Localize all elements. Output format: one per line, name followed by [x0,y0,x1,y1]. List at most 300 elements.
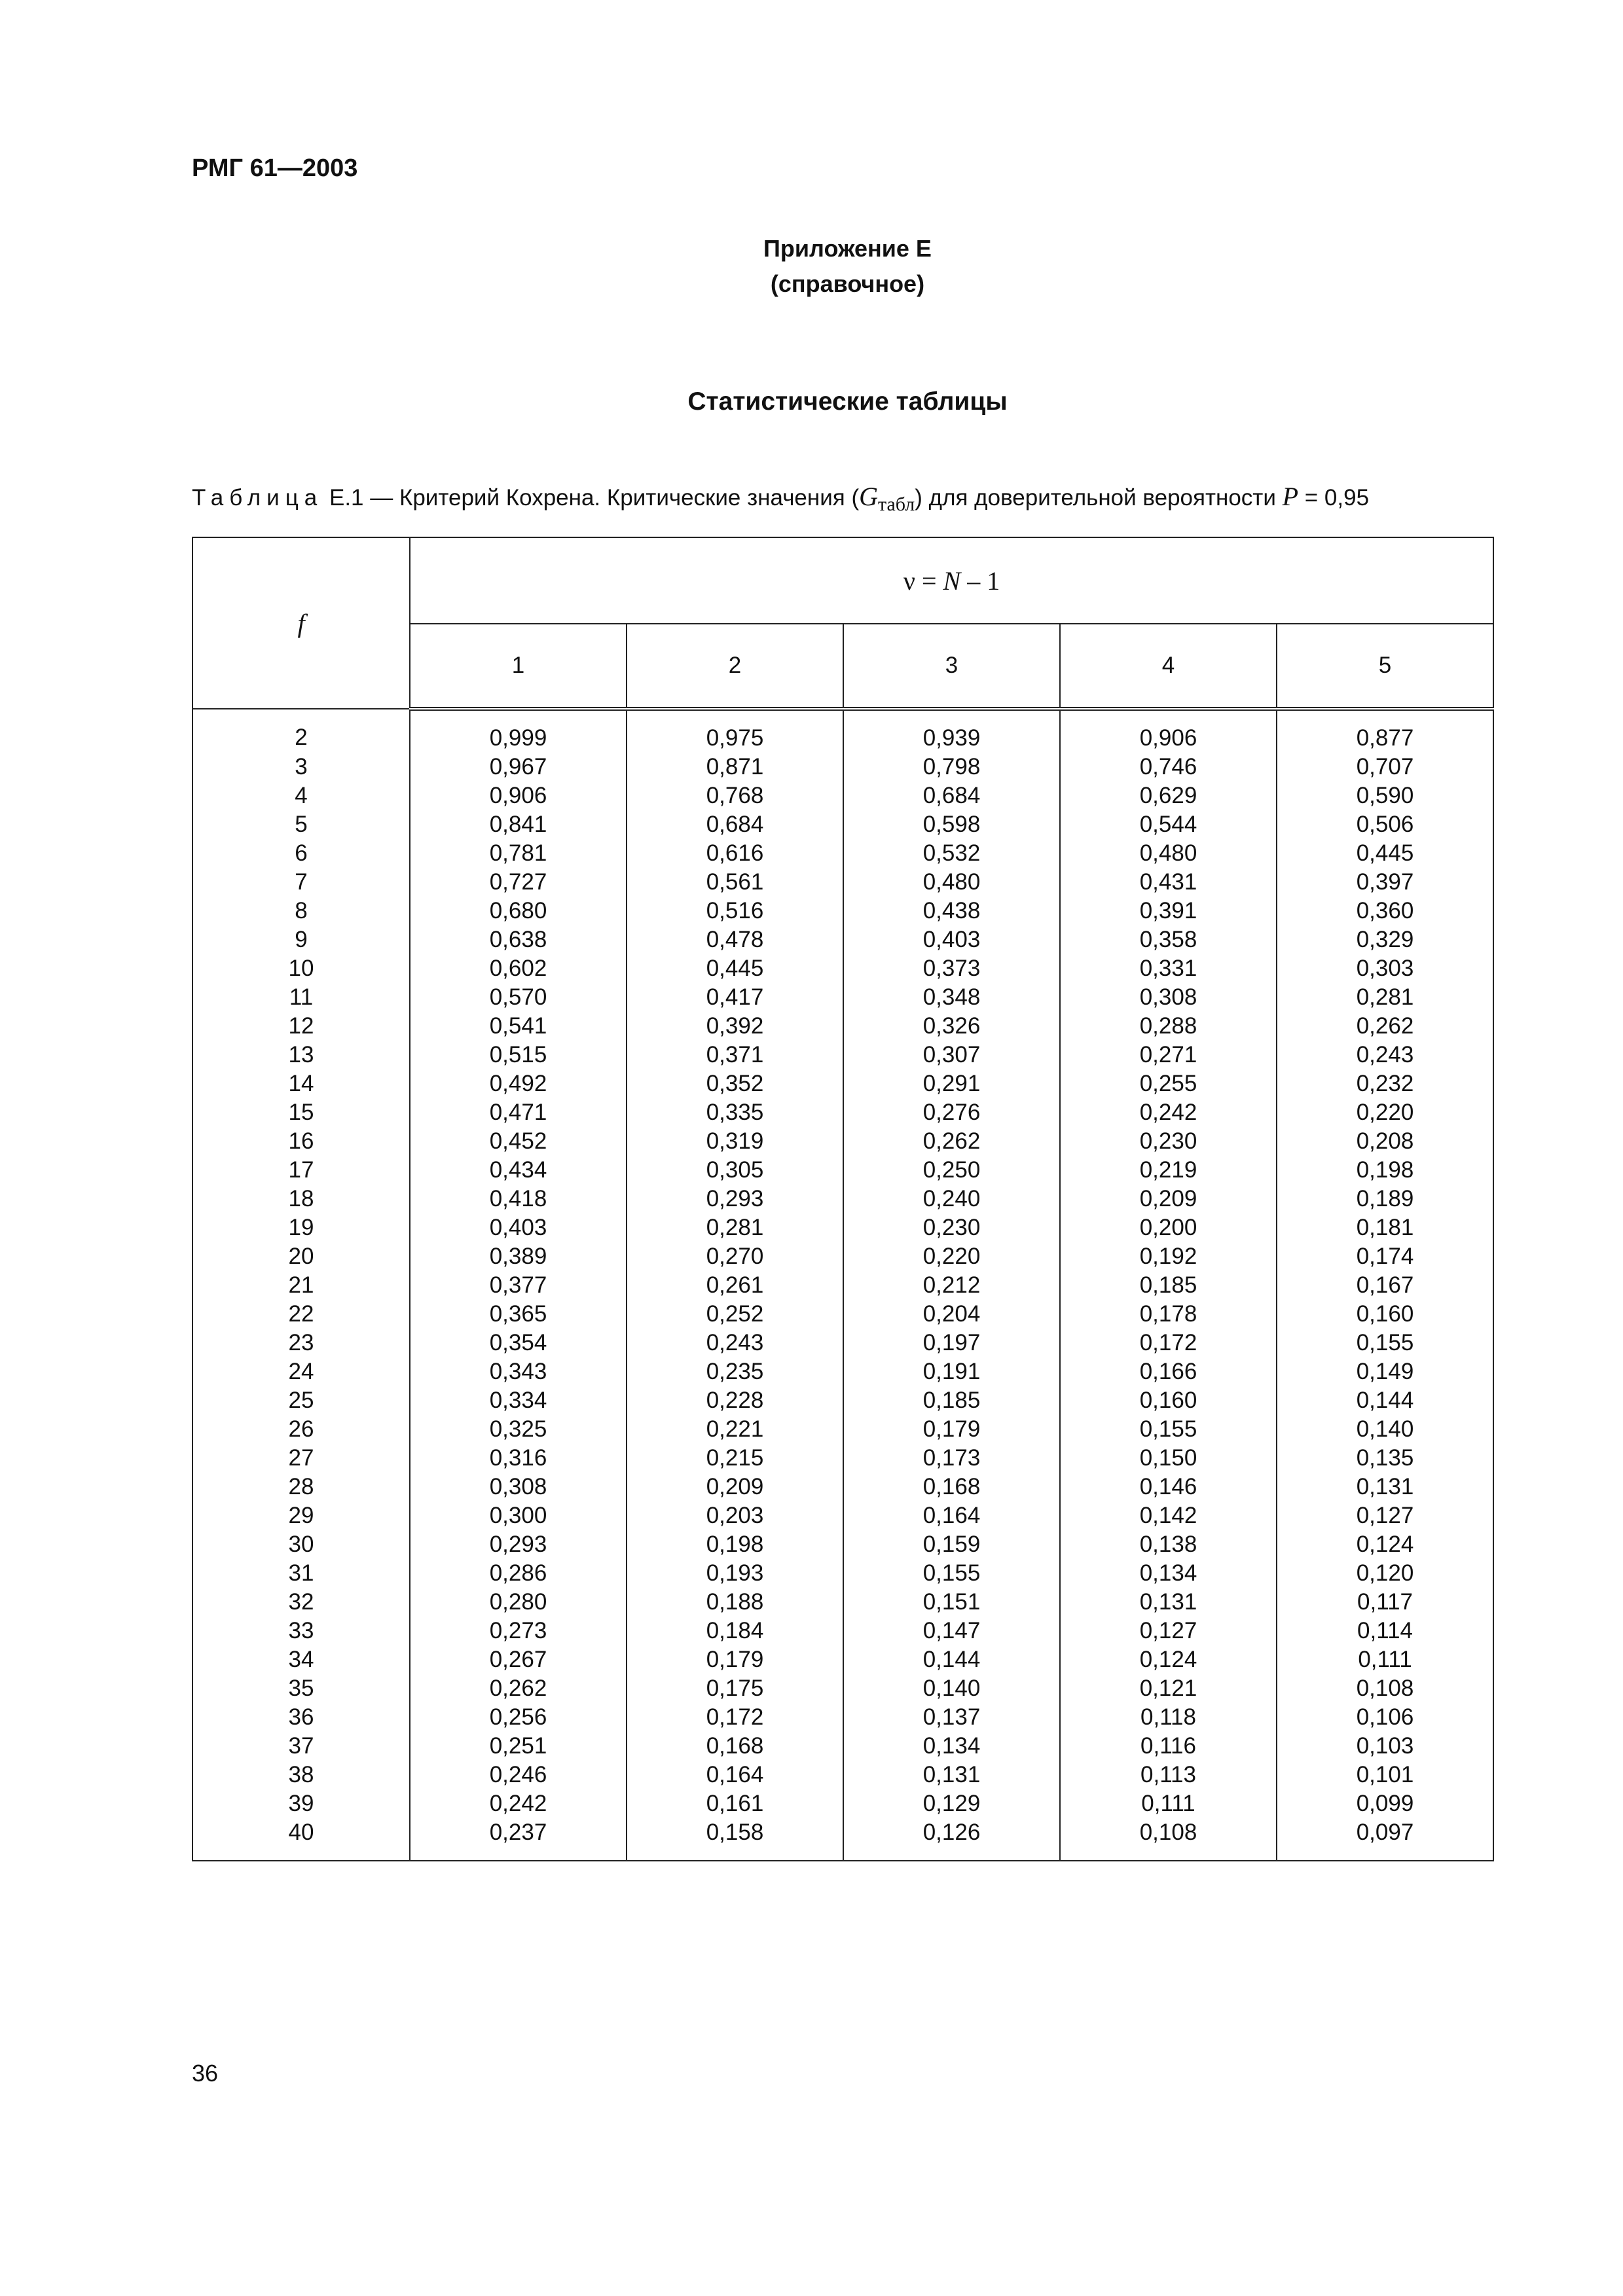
table-row [192,1329,1493,1357]
table-cell: 0,235 [627,1357,843,1386]
table-cell: 0,391 [1060,897,1277,925]
table-cell: 0,138 [1060,1530,1277,1559]
section-title-text: Статистические таблицы [687,387,1008,416]
table-cell: 0,111 [1277,1645,1493,1674]
column-header-4: 4 [1060,624,1277,709]
table-cell: 0,129 [843,1789,1060,1818]
table-cell: 0,255 [1060,1069,1277,1098]
table-cell: 0,471 [410,1098,627,1127]
table-cell: 0,492 [410,1069,627,1098]
table-cell: 0,707 [1277,753,1493,781]
table-cell: 0,108 [1277,1674,1493,1703]
table-cell: 0,598 [843,810,1060,839]
table-cell: 0,185 [1060,1271,1277,1300]
table-cell: 0,158 [627,1818,843,1861]
table-cell: 0,113 [1060,1761,1277,1789]
row-label-f: 15 [192,1098,410,1127]
table-row [192,954,1493,983]
table-row [192,868,1493,897]
table-cell: 0,131 [843,1761,1060,1789]
table-cell: 0,256 [410,1703,627,1732]
table-cell: 0,124 [1277,1530,1493,1559]
table-cell: 0,397 [1277,868,1493,897]
row-label-f: 27 [192,1444,410,1473]
table-cell: 0,181 [1277,1213,1493,1242]
table-cell: 0,188 [627,1588,843,1617]
table-cell: 0,590 [1277,781,1493,810]
table-cell: 0,352 [627,1069,843,1098]
table-cell: 0,798 [843,753,1060,781]
table-cell: 0,155 [843,1559,1060,1588]
table-cell: 0,197 [843,1329,1060,1357]
table-cell: 0,237 [410,1818,627,1861]
table-cell: 0,967 [410,753,627,781]
table-cell: 0,452 [410,1127,627,1156]
table-cell: 0,445 [627,954,843,983]
table-row [192,1789,1493,1818]
row-label-f: 9 [192,925,410,954]
table-cell: 0,185 [843,1386,1060,1415]
table-caption-label: Таблица [192,485,323,511]
row-label-f: 16 [192,1127,410,1156]
table-cell: 0,434 [410,1156,627,1185]
row-label-f: 25 [192,1386,410,1415]
table-row [192,709,1493,753]
row-label-f: 14 [192,1069,410,1098]
row-label-f: 17 [192,1156,410,1185]
table-cell: 0,178 [1060,1300,1277,1329]
table-cell: 0,746 [1060,753,1277,781]
table-cell: 0,365 [410,1300,627,1329]
row-label-f: 23 [192,1329,410,1357]
row-label-f: 7 [192,868,410,897]
table-cell: 0,140 [1277,1415,1493,1444]
appendix-subtitle: (справочное) [770,270,925,297]
table-row [192,925,1493,954]
table-row [192,781,1493,810]
table-cell: 0,164 [843,1501,1060,1530]
row-label-f: 20 [192,1242,410,1271]
table-cell: 0,228 [627,1386,843,1415]
table-cell: 0,316 [410,1444,627,1473]
table-row [192,1098,1493,1127]
table-row [192,983,1493,1012]
table-cell: 0,293 [410,1530,627,1559]
table-caption [192,481,1369,516]
table-cell: 0,358 [1060,925,1277,954]
section-title [0,387,1623,416]
table-cell: 0,262 [410,1674,627,1703]
table-cell: 0,480 [1060,839,1277,868]
table-cell: 0,262 [843,1127,1060,1156]
table-cell: 0,506 [1277,810,1493,839]
table-cell: 0,198 [1277,1156,1493,1185]
column-header-1: 1 [410,624,627,709]
g-subscript: табл [878,493,915,515]
table-row [192,1156,1493,1185]
table-cell: 0,097 [1277,1818,1493,1861]
table-cell: 0,240 [843,1185,1060,1213]
row-label-f: 12 [192,1012,410,1041]
table-cell: 0,127 [1060,1617,1277,1645]
table-row [192,1242,1493,1271]
row-label-f: 8 [192,897,410,925]
table-cell: 0,135 [1277,1444,1493,1473]
table-cell: 0,602 [410,954,627,983]
table-cell: 0,121 [1060,1674,1277,1703]
minus-one: – 1 [960,565,1000,596]
table-cell: 0,117 [1277,1588,1493,1617]
table-cell: 0,147 [843,1617,1060,1645]
table-cell: 0,431 [1060,868,1277,897]
table-cell: 0,331 [1060,954,1277,983]
table-row [192,753,1493,781]
table-cell: 0,212 [843,1271,1060,1300]
table-cell: 0,175 [627,1674,843,1703]
table-cell: 0,220 [1277,1098,1493,1127]
table-cell: 0,319 [627,1127,843,1156]
table-cell: 0,220 [843,1242,1060,1271]
table-cell: 0,417 [627,983,843,1012]
table-cell: 0,219 [1060,1156,1277,1185]
table-cell: 0,192 [1060,1242,1277,1271]
row-label-f: 6 [192,839,410,868]
table-cell: 0,134 [843,1732,1060,1761]
table-cell: 0,478 [627,925,843,954]
table-cell: 0,570 [410,983,627,1012]
table-cell: 0,418 [410,1185,627,1213]
row-label-f: 5 [192,810,410,839]
table-cell: 0,200 [1060,1213,1277,1242]
table-cell: 0,142 [1060,1501,1277,1530]
table-cell: 0,871 [627,753,843,781]
table-cell: 0,877 [1277,709,1493,753]
table-row [192,1069,1493,1098]
row-label-f: 30 [192,1530,410,1559]
table-cell: 0,215 [627,1444,843,1473]
page-number: 36 [192,2060,219,2087]
appendix-heading [0,231,1623,302]
table-cell: 0,281 [627,1213,843,1242]
table-cell: 0,172 [627,1703,843,1732]
column-header-2: 2 [627,624,843,709]
table-cell: 0,532 [843,839,1060,868]
table-cell: 0,208 [1277,1127,1493,1156]
table-cell: 0,120 [1277,1559,1493,1588]
table-cell: 0,150 [1060,1444,1277,1473]
table-cell: 0,140 [843,1674,1060,1703]
row-label-f: 39 [192,1789,410,1818]
table-row [192,810,1493,839]
table-row [192,1501,1493,1530]
table-cell: 0,127 [1277,1501,1493,1530]
table-cell: 0,250 [843,1156,1060,1185]
table-row [192,1732,1493,1761]
table-cell: 0,160 [1060,1386,1277,1415]
table-cell: 0,291 [843,1069,1060,1098]
table-cell: 0,173 [843,1444,1060,1473]
table-cell: 0,114 [1277,1617,1493,1645]
table-row [192,1559,1493,1588]
table-cell: 0,276 [843,1098,1060,1127]
equals-sign: = [915,565,943,596]
table-row [192,1213,1493,1242]
row-label-f: 33 [192,1617,410,1645]
table-cell: 0,781 [410,839,627,868]
table-cell: 0,684 [843,781,1060,810]
column-header-3: 3 [843,624,1060,709]
table-cell: 0,280 [410,1588,627,1617]
row-label-f: 26 [192,1415,410,1444]
table-cell: 0,343 [410,1357,627,1386]
table-row [192,1818,1493,1861]
table-cell: 0,246 [410,1761,627,1789]
table-cell: 0,126 [843,1818,1060,1861]
table-cell: 0,392 [627,1012,843,1041]
table-cell: 0,638 [410,925,627,954]
table-cell: 0,403 [843,925,1060,954]
table-cell: 0,243 [627,1329,843,1357]
row-label-f: 22 [192,1300,410,1329]
table-cell: 0,204 [843,1300,1060,1329]
row-label-f: 21 [192,1271,410,1300]
table-cell: 0,174 [1277,1242,1493,1271]
cochran-table [192,537,1494,1861]
table-cell: 0,101 [1277,1761,1493,1789]
table-cell: 0,179 [843,1415,1060,1444]
table-cell: 0,371 [627,1041,843,1069]
table-row [192,1617,1493,1645]
table-cell: 0,243 [1277,1041,1493,1069]
table-cell: 0,108 [1060,1818,1277,1861]
table-caption-end: = 0,95 [1298,485,1370,511]
table-cell: 0,616 [627,839,843,868]
table-cell: 0,261 [627,1271,843,1300]
table-cell: 0,111 [1060,1789,1277,1818]
table-row [192,1703,1493,1732]
table-cell: 0,561 [627,868,843,897]
table-cell: 0,251 [410,1732,627,1761]
table-cell: 0,334 [410,1386,627,1415]
table-row [192,1530,1493,1559]
table-cell: 0,230 [1060,1127,1277,1156]
table-cell: 0,161 [627,1789,843,1818]
table-cell: 0,308 [1060,983,1277,1012]
table-cell: 0,134 [1060,1559,1277,1588]
table-cell: 0,271 [1060,1041,1277,1069]
table-cell: 0,242 [410,1789,627,1818]
table-cell: 0,305 [627,1156,843,1185]
table-cell: 0,193 [627,1559,843,1588]
row-label-f: 37 [192,1732,410,1761]
table-cell: 0,727 [410,868,627,897]
row-label-f: 2 [192,709,410,753]
table-cell: 0,288 [1060,1012,1277,1041]
row-label-f: 40 [192,1818,410,1861]
p-symbol: P [1282,482,1299,511]
table-cell: 0,335 [627,1098,843,1127]
table-cell: 0,144 [843,1645,1060,1674]
table-caption-middle: ) для доверительной вероятности [915,485,1283,511]
table-cell: 0,515 [410,1041,627,1069]
table-cell: 0,155 [1060,1415,1277,1444]
table-cell: 0,286 [410,1559,627,1588]
table-cell: 0,629 [1060,781,1277,810]
table-cell: 0,273 [410,1617,627,1645]
table-cell: 0,124 [1060,1645,1277,1674]
row-label-f: 28 [192,1473,410,1501]
table-cell: 0,999 [410,709,627,753]
table-cell: 0,159 [843,1530,1060,1559]
row-label-f: 3 [192,753,410,781]
table-cell: 0,184 [627,1617,843,1645]
table-caption-text: Е.1 — Критерий Кохрена. Критические значения ( [329,485,860,511]
table-cell: 0,680 [410,897,627,925]
table-row [192,1588,1493,1617]
column-header-5: 5 [1277,624,1493,709]
table-cell: 0,906 [1060,709,1277,753]
row-label-f: 18 [192,1185,410,1213]
table-body [192,709,1493,1861]
row-label-f: 19 [192,1213,410,1242]
row-header-f [192,537,410,709]
table-row [192,1761,1493,1789]
table-cell: 0,360 [1277,897,1493,925]
table-cell: 0,149 [1277,1357,1493,1386]
table-cell: 0,768 [627,781,843,810]
row-label-f: 34 [192,1645,410,1674]
row-label-f: 38 [192,1761,410,1789]
g-symbol: G [859,482,878,511]
table-cell: 0,167 [1277,1271,1493,1300]
table-cell: 0,221 [627,1415,843,1444]
table-cell: 0,293 [627,1185,843,1213]
table-cell: 0,230 [843,1213,1060,1242]
document-code: РМГ 61—2003 [192,154,358,182]
table-cell: 0,146 [1060,1473,1277,1501]
table-cell: 0,106 [1277,1703,1493,1732]
table-row [192,1012,1493,1041]
f-symbol: f [297,608,305,638]
table-cell: 0,166 [1060,1357,1277,1386]
table-cell: 0,373 [843,954,1060,983]
table-cell: 0,516 [627,897,843,925]
table-cell: 0,160 [1277,1300,1493,1329]
row-label-f: 31 [192,1559,410,1588]
table-cell: 0,209 [1060,1185,1277,1213]
table-cell: 0,354 [410,1329,627,1357]
table-row [192,1185,1493,1213]
table-cell: 0,403 [410,1213,627,1242]
table-row [192,1127,1493,1156]
appendix-title: Приложение Е [763,235,932,262]
table-cell: 0,307 [843,1041,1060,1069]
table-cell: 0,326 [843,1012,1060,1041]
table-row [192,1444,1493,1473]
row-label-f: 11 [192,983,410,1012]
table-cell: 0,203 [627,1501,843,1530]
table-cell: 0,103 [1277,1732,1493,1761]
table-cell: 0,267 [410,1645,627,1674]
table-cell: 0,445 [1277,839,1493,868]
table-cell: 0,252 [627,1300,843,1329]
table-cell: 0,168 [843,1473,1060,1501]
table-cell: 0,198 [627,1530,843,1559]
table-cell: 0,131 [1277,1473,1493,1501]
table-cell: 0,438 [843,897,1060,925]
row-label-f: 4 [192,781,410,810]
row-label-f: 13 [192,1041,410,1069]
table-row [192,1386,1493,1415]
table-cell: 0,189 [1277,1185,1493,1213]
table-cell: 0,841 [410,810,627,839]
table-cell: 0,300 [410,1501,627,1530]
table-cell: 0,209 [627,1473,843,1501]
table-cell: 0,172 [1060,1329,1277,1357]
table-cell: 0,137 [843,1703,1060,1732]
table-cell: 0,270 [627,1242,843,1271]
table-cell: 0,242 [1060,1098,1277,1127]
table-cell: 0,389 [410,1242,627,1271]
table-cell: 0,262 [1277,1012,1493,1041]
table-cell: 0,118 [1060,1703,1277,1732]
nu-symbol: ν [903,565,915,596]
table-row [192,1645,1493,1674]
table-cell: 0,099 [1277,1789,1493,1818]
table-row [192,1041,1493,1069]
table-cell: 0,377 [410,1271,627,1300]
table-cell: 0,191 [843,1357,1060,1386]
row-label-f: 10 [192,954,410,983]
table-row [192,897,1493,925]
table-row [192,1674,1493,1703]
table-cell: 0,232 [1277,1069,1493,1098]
group-header [410,537,1493,624]
row-label-f: 32 [192,1588,410,1617]
table-cell: 0,975 [627,709,843,753]
table-row [192,1415,1493,1444]
row-label-f: 35 [192,1674,410,1703]
table-cell: 0,684 [627,810,843,839]
table-cell: 0,480 [843,868,1060,897]
row-label-f: 29 [192,1501,410,1530]
table-cell: 0,144 [1277,1386,1493,1415]
table-cell: 0,131 [1060,1588,1277,1617]
row-label-f: 36 [192,1703,410,1732]
table-row [192,839,1493,868]
n-symbol: N [943,565,961,596]
table-cell: 0,541 [410,1012,627,1041]
table-cell: 0,281 [1277,983,1493,1012]
table-cell: 0,906 [410,781,627,810]
table-cell: 0,308 [410,1473,627,1501]
table-cell: 0,544 [1060,810,1277,839]
table-row [192,1473,1493,1501]
table-cell: 0,116 [1060,1732,1277,1761]
table-cell: 0,164 [627,1761,843,1789]
table-cell: 0,325 [410,1415,627,1444]
table-cell: 0,348 [843,983,1060,1012]
table-row [192,1271,1493,1300]
table-row [192,1300,1493,1329]
table-cell: 0,151 [843,1588,1060,1617]
table-cell: 0,155 [1277,1329,1493,1357]
row-label-f: 24 [192,1357,410,1386]
table-cell: 0,168 [627,1732,843,1761]
table-cell: 0,303 [1277,954,1493,983]
table-cell: 0,329 [1277,925,1493,954]
table-cell: 0,939 [843,709,1060,753]
